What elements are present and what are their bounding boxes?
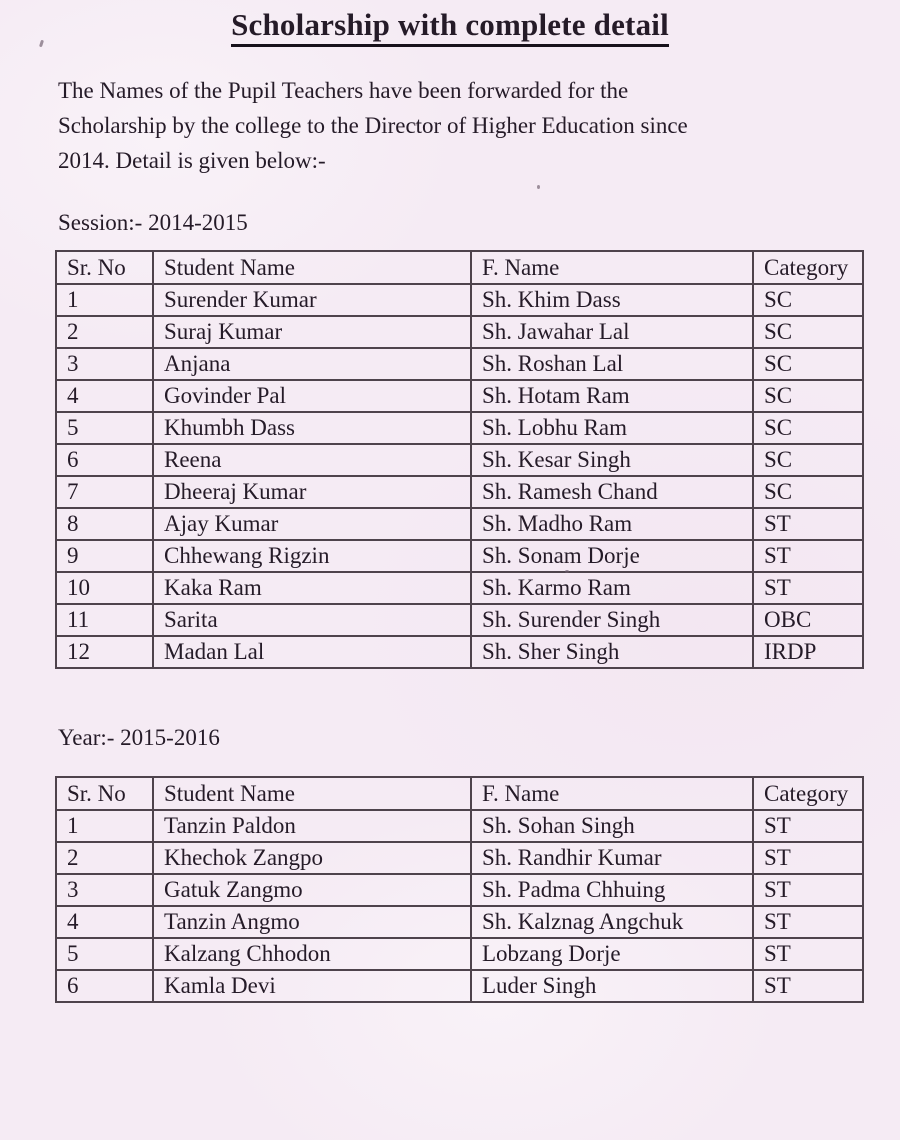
intro-paragraph <box>58 73 778 178</box>
table-row <box>56 810 863 842</box>
table-cell: Tanzin Paldon <box>153 810 471 842</box>
table-row <box>56 284 863 316</box>
table-cell: 1 <box>56 284 153 316</box>
table-row <box>56 380 863 412</box>
table-cell: Kaka Ram <box>153 572 471 604</box>
table-cell: Sh. Kesar Singh <box>471 444 753 476</box>
table-cell: SC <box>753 284 863 316</box>
table-cell: Sh. Randhir Kumar <box>471 842 753 874</box>
table-cell: 2 <box>56 316 153 348</box>
table-cell: 10 <box>56 572 153 604</box>
table-cell: Kamla Devi <box>153 970 471 1002</box>
scan-artifact <box>414 123 417 126</box>
scan-artifact <box>537 185 540 189</box>
table-cell: 4 <box>56 906 153 938</box>
table-cell: Dheeraj Kumar <box>153 476 471 508</box>
table-cell: SC <box>753 380 863 412</box>
table-cell: SC <box>753 316 863 348</box>
table-cell: Khumbh Dass <box>153 412 471 444</box>
table-cell: ST <box>753 810 863 842</box>
table-cell: SC <box>753 476 863 508</box>
header-row <box>56 251 863 284</box>
table-cell: 3 <box>56 874 153 906</box>
table-cell: Sarita <box>153 604 471 636</box>
table-row <box>56 938 863 970</box>
table-cell: ST <box>753 938 863 970</box>
table-cell: Sh. Roshan Lal <box>471 348 753 380</box>
table-cell: 12 <box>56 636 153 668</box>
table-cell: 5 <box>56 938 153 970</box>
table-cell: 8 <box>56 508 153 540</box>
table-cell: Anjana <box>153 348 471 380</box>
table-cell: Suraj Kumar <box>153 316 471 348</box>
table-cell: Ajay Kumar <box>153 508 471 540</box>
table-cell: Kalzang Chhodon <box>153 938 471 970</box>
page-title: Scholarship with complete detail <box>231 7 669 47</box>
table-row <box>56 970 863 1002</box>
table-row <box>56 348 863 380</box>
table-row <box>56 412 863 444</box>
table-row <box>56 476 863 508</box>
column-header: Category <box>753 777 863 810</box>
column-header: Student Name <box>153 777 471 810</box>
table-cell: ST <box>753 508 863 540</box>
table-cell: Sh. Madho Ram <box>471 508 753 540</box>
table-cell: 1 <box>56 810 153 842</box>
table-cell: Govinder Pal <box>153 380 471 412</box>
table-cell: Sh. Jawahar Lal <box>471 316 753 348</box>
table-cell: Chhewang Rigzin <box>153 540 471 572</box>
table-cell: Luder Singh <box>471 970 753 1002</box>
scholarship-table-2014-2015 <box>55 250 864 669</box>
table-row <box>56 540 863 572</box>
table-cell: ST <box>753 970 863 1002</box>
table-cell: IRDP <box>753 636 863 668</box>
table-cell: Sh. Sonam Dorje <box>471 540 753 572</box>
table-cell: SC <box>753 444 863 476</box>
table-cell: Tanzin Angmo <box>153 906 471 938</box>
table-cell: Sh. Hotam Ram <box>471 380 753 412</box>
table-row <box>56 444 863 476</box>
table-cell: 6 <box>56 970 153 1002</box>
table-row <box>56 508 863 540</box>
intro-line: 2014. Detail is given below:- <box>58 148 326 173</box>
table-row <box>56 842 863 874</box>
intro-line: The Names of the Pupil Teachers have been forwarded for the <box>58 78 629 103</box>
section-label-year-2015-2016: Year:- 2015-2016 <box>58 725 220 750</box>
title-container <box>0 0 900 47</box>
table-cell: OBC <box>753 604 863 636</box>
table-cell: Sh. Kalznag Angchuk <box>471 906 753 938</box>
table-cell: Lobzang Dorje <box>471 938 753 970</box>
table-cell: Sh. Khim Dass <box>471 284 753 316</box>
intro-line: Scholarship by the college to the Director of Higher Education since <box>58 113 688 138</box>
table-cell: Madan Lal <box>153 636 471 668</box>
table-row <box>56 316 863 348</box>
table-row <box>56 572 863 604</box>
table-cell: 5 <box>56 412 153 444</box>
table-cell: Gatuk Zangmo <box>153 874 471 906</box>
table-cell: ST <box>753 874 863 906</box>
table-cell: Sh. Surender Singh <box>471 604 753 636</box>
column-header: Student Name <box>153 251 471 284</box>
column-header: F. Name <box>471 251 753 284</box>
table-cell: Sh. Sher Singh <box>471 636 753 668</box>
column-header: F. Name <box>471 777 753 810</box>
column-header: Sr. No <box>56 251 153 284</box>
table-cell: ST <box>753 540 863 572</box>
table-row <box>56 874 863 906</box>
column-header: Category <box>753 251 863 284</box>
table-cell: Reena <box>153 444 471 476</box>
scholarship-table-2015-2016 <box>55 776 864 1003</box>
table-cell: 4 <box>56 380 153 412</box>
table-cell: 11 <box>56 604 153 636</box>
table-cell: Sh. Lobhu Ram <box>471 412 753 444</box>
table-cell: ST <box>753 842 863 874</box>
table-cell: 3 <box>56 348 153 380</box>
table-cell: Sh. Sohan Singh <box>471 810 753 842</box>
table-cell: Sh. Padma Chhuing <box>471 874 753 906</box>
table-cell: ST <box>753 572 863 604</box>
table-cell: 7 <box>56 476 153 508</box>
table-cell: ST <box>753 906 863 938</box>
table-cell: SC <box>753 412 863 444</box>
table-cell: 6 <box>56 444 153 476</box>
table-cell: Sh. Ramesh Chand <box>471 476 753 508</box>
table-cell: 2 <box>56 842 153 874</box>
column-header: Sr. No <box>56 777 153 810</box>
table-cell: Surender Kumar <box>153 284 471 316</box>
header-row <box>56 777 863 810</box>
table-row <box>56 604 863 636</box>
table-cell: Sh. Karmo Ram <box>471 572 753 604</box>
section-label-session-2014-2015: Session:- 2014-2015 <box>58 210 248 235</box>
table-cell: Khechok Zangpo <box>153 842 471 874</box>
table-cell: 9 <box>56 540 153 572</box>
table-cell: SC <box>753 348 863 380</box>
table-row <box>56 636 863 668</box>
scan-artifact <box>565 570 569 573</box>
table-row <box>56 906 863 938</box>
